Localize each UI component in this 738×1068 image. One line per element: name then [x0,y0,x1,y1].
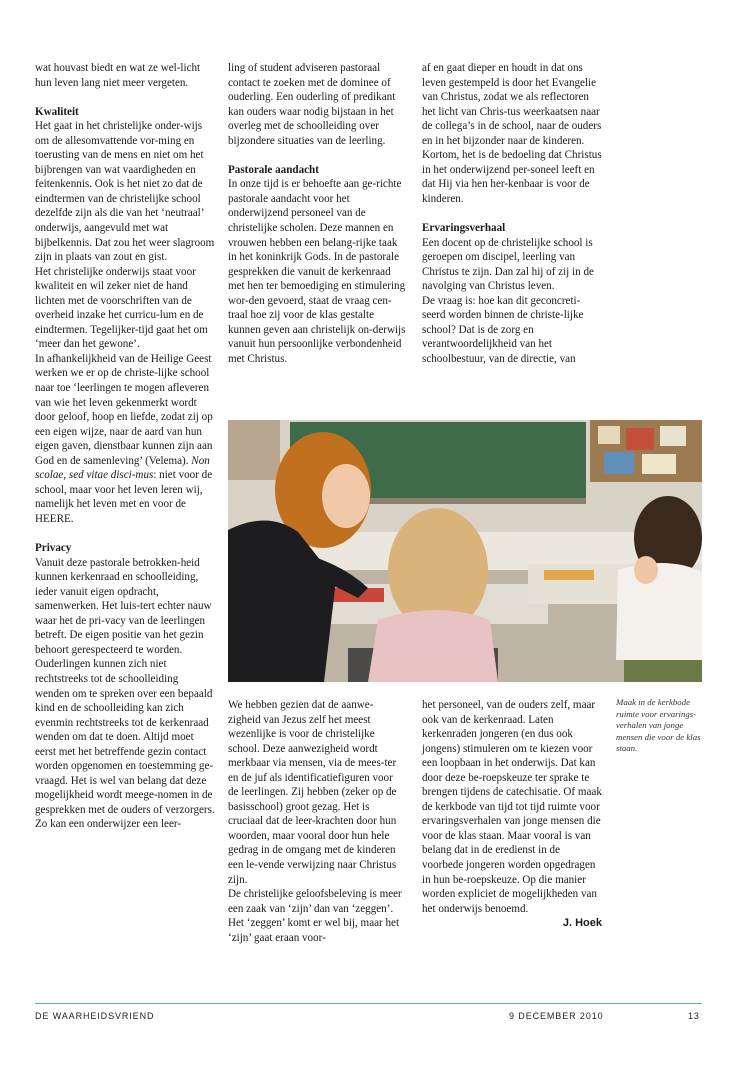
paragraph: ling of student adviseren pastoraal contact te zoeken met de dominee of ouderling. Een ouderling of predikant kan ouders waar nodig bijstaan in het overleg met de schoolleiding over bijzondere situaties van de leerling. [228,62,396,147]
article-column-5 [422,698,602,931]
paragraph: We hebben gezien dat de aanwe-zigheid van Jezus zelf het meest wezenlijke is voor de christelijke school. Deze aanwezigheid wordt merkbaar via mensen, via de mees-ter en de juf als identificatiefiguren voor de leerlingen. Zij hebben (zeker op de basisschool) groot gezag. Het is cruciaal dat de leer-krachten door hun woorden, maar vooral door hun hele gedrag in de omgang met de kinderen een le-vende verwijzing naar Christus zijn. [228,699,397,886]
article-column-2 [228,61,406,366]
paragraph: Het gaat in het christelijke onder-wijs om de allesomvattende vor-ming en toerusting van de mens en niet om het bijbrengen van wat vaardigheden en feitenkennis. Ook is het niet zo dat de eindtermen van de christelijke school dezelfde zijn als die van het ‘neutraal’ onderwijs, aangevuld met wat bijbelkennis. Dat zou het weer slagroom zijn in plaats van zout en gist. [35,120,215,264]
paragraph-text: : niet voor de school, maar voor het leven leren wij, namelijk het leven met en voor de HEERE. [35,469,213,525]
paragraph: In onze tijd is er behoefte aan ge-richte pastorale aandacht voor het onderwijzend personeel van de christelijke scholen. Deze mannen en vrouwen hebben een belang-rijke taak in het koninkrijk Gods. In de pastorale gesprekken die vanuit de kerkenraad met hen ter bemoediging en stimulering wor-den gevoerd, staat de vraag cen-traal hoe zij voor de klas gestalte kunnen geven aan christelijk on-derwijs vanuit hun persoonlijke verbondenheid met Christus. [228,178,406,365]
child-body [616,563,702,660]
paragraph [35,352,215,527]
paragraph: af en gaat dieper en houdt in dat ons leven gestempeld is door het Evangelie van Christus, zodat we als reflectoren het licht van Chris-tus weerkaatsen naar de collega’s in de school, naar de ouders en in het bijzonder naar de kinderen. Kortom, het is de bedoeling dat Christus in het onderwijzend per-soneel leeft en dat Hij via hen her-kenbaar is voor de kinderen. [422,62,602,205]
paragraph: Vanuit deze pastorale betrokken-heid kunnen kerkenraad en schoolleiding, ieder vanuit eigen opdracht, samenwerken. Het luis-tert echter nauw waar het de pri-vacy van de leerlingen betreft. De eigen positie van het gezin behoort gerespecteerd te worden. Ouderlingen kunnen zich niet rechtstreeks tot de schoolleiding wenden om te spreken over een bepaald kind en de schoolleiding kan zich evenmin rechtstreeks tot de kerkenraad wenden om dat te doen. Altijd moet eerst met het betreffende gezin contact worden opgenomen en toestemming ge-vraagd. Het is wel van belang dat deze mogelijkheid wordt meege-nomen in de gesprekken met de ouders of verzorgers. [35,556,215,816]
child-body [368,610,498,682]
issue-date: 9 DECEMBER 2010 [509,1011,604,1021]
paragraph: Een docent op de christelijke school is geroepen om discipel, leerling van Christus te zijn. Dan zal hij of zij in de navolging van Christus leven. [422,236,594,293]
author-signature: J. Hoek [562,917,602,930]
article-column-1 [35,61,215,832]
paragraph: De christelijke geloofsbeleving is meer een zaak van ‘zijn’ dan van ‘zeggen’. Het ‘zeggen’ komt er wel bij, maar het ‘zijn’ gaat eraan voor- [228,888,402,944]
classroom-photo [228,420,702,682]
paragraph: wat houvast biedt en wat ze wel-licht hun leven lang niet meer vergeten. [35,62,201,89]
paragraph: het personeel, van de ouders zelf, maar ook van de kerkenraad. Laten kerkenraden jongeren (en dus ook jongens) stimuleren om te kiezen voor een loopbaan in het onderwijs. Dat kan door deze be-roepskeuze ter sprake te brengen tijdens de catechisatie. Of maak de kerkbode van tijd tot tijd ruimte voor ervaringsverhalen van jonge mensen die voor de klas staan. Maar vooral is van belang dat in de eredienst in de voorbede jongeren worden opgedragen in hun be-roepskeuze. Op die manier worden expliciet de mogelijkheden van het onderwijs benoemd. [422,699,602,915]
article-column-4 [228,698,406,945]
page-number: 13 [688,1011,700,1021]
paragraph-text: In afhankelijkheid van de Heilige Geest werken we er op de christe-lijke school naar toe ‘leerlingen te mogen afleveren van wie het leven gekenmerkt wordt door geloof, hoop en liefde, zodat zij op een eigen wijze, naar de aard van hun eigen gaven, dienstbaar kunnen zijn aan God en de samenleving’ (Velema). [35,352,213,467]
paragraph: Het christelijke onderwijs staat voor kwaliteit en wil zeker niet de hand lichten met de voorschriften van de overheid inzake het curricu-lum en de eindtermen. Tegelijker-tijd gaat het om ‘meer dan het gewone’. [35,265,208,351]
footer-rule [35,1003,702,1004]
section-heading-kwaliteit: Kwaliteit [35,105,79,118]
article-column-3 [422,61,602,366]
publication-name: DE WAARHEIDSVRIEND [35,1011,155,1021]
section-heading-ervaringsverhaal: Ervaringsverhaal [422,222,506,235]
photo-caption: Maak in de kerkbode ruimte voor ervarings-verhalen van jonge mensen die voor de klas staan. [616,697,701,754]
section-heading-pastorale-aandacht: Pastorale aandacht [228,163,319,176]
section-heading-privacy: Privacy [35,542,72,555]
teacher-face [322,464,370,528]
paragraph: De vraag is: hoe kan dit geconcreti-seerd worden binnen de christe-lijke school? Dat is de zorg en verantwoordelijkheid van het schoolbestuur, van de directie, van [422,294,584,365]
wall-poster [228,420,280,480]
paragraph: Zo kan een onderwijzer een leer- [35,818,182,831]
latin-quote: Non scolae, sed vitae disci-mus [35,454,210,482]
